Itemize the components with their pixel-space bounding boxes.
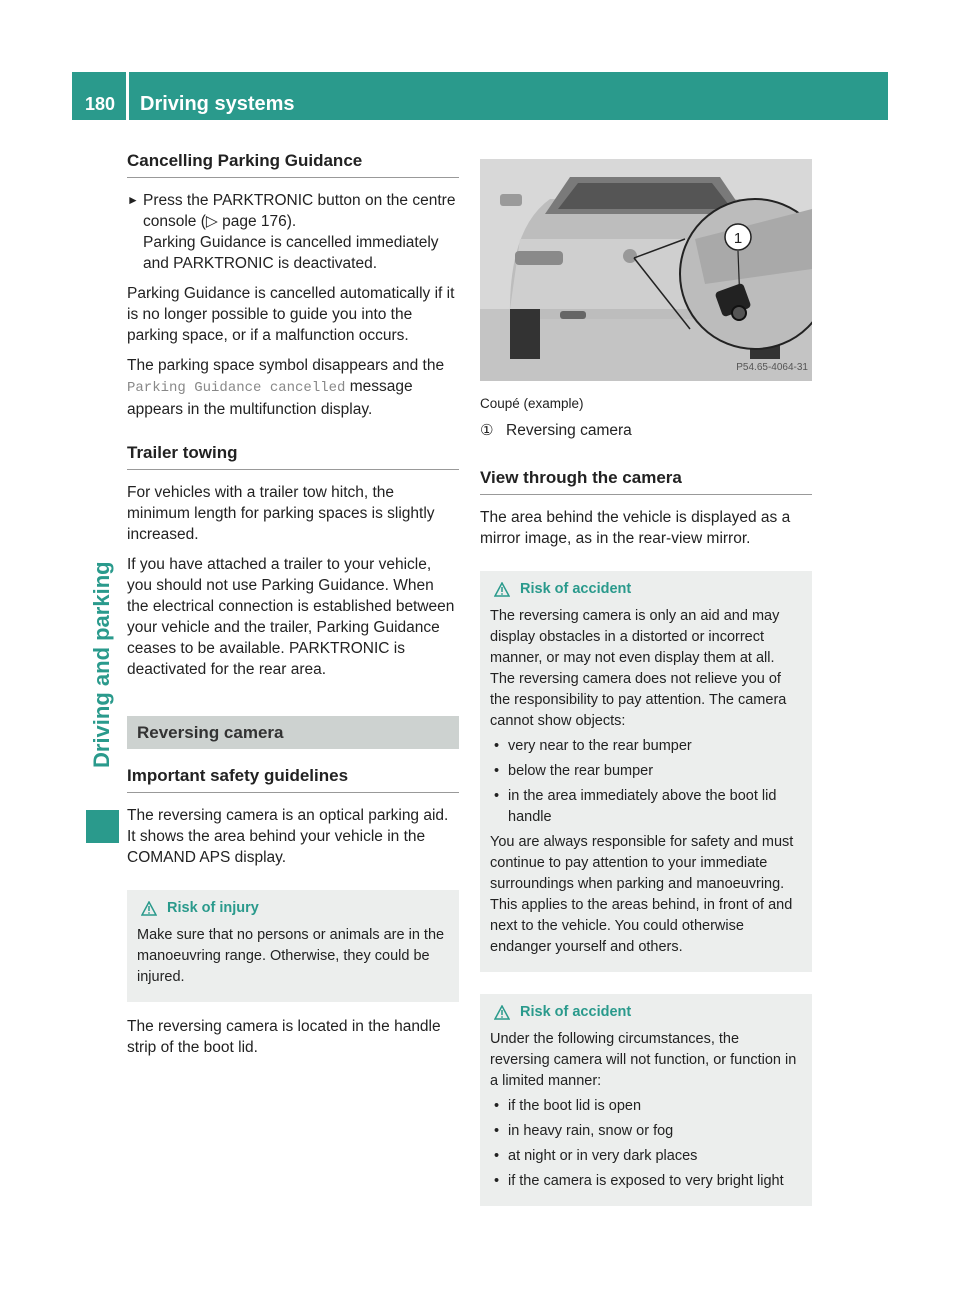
view-heading: View through the camera xyxy=(480,467,812,495)
cancel-paragraph-1: Parking Guidance is cancelled automatically if it is no longer possible to guide you into the parking space, or if a malfunction occurs. xyxy=(127,285,455,344)
warning-triangle-icon xyxy=(494,1005,510,1020)
accident-warning-box-1 xyxy=(480,571,812,972)
list-item: • very near to the rear bumper xyxy=(494,738,692,754)
accident-warning-text-1: The reversing camera is only an aid and may display obstacles in a distorted or incorrect manner, or may not even display them at all. The reversing camera does not relieve you of the responsibility to pay attention. The camera cannot show objects: xyxy=(490,608,787,729)
safety-paragraph: The reversing camera is an optical parking aid. It shows the area behind your vehicle in the COMAND APS display. xyxy=(127,807,449,866)
display-message: Parking Guidance cancelled xyxy=(127,380,346,396)
figure-caption: Coupé (example) xyxy=(480,396,584,411)
accident-warning-box-2 xyxy=(480,994,812,1206)
trailer-heading: Trailer towing xyxy=(127,442,459,470)
cancel-step xyxy=(127,190,459,274)
cancel-step-result: Parking Guidance is cancelled immediately and PARKTRONIC is deactivated. xyxy=(143,234,439,272)
trailer-paragraph-1: For vehicles with a trailer tow hitch, the minimum length for parking spaces is slightly increased. xyxy=(127,484,435,543)
step-arrow-icon: ► xyxy=(127,193,139,207)
cancel-paragraph-2: The parking space symbol disappears and the Parking Guidance cancelled message appears in the multifunction display. xyxy=(127,357,445,418)
injury-warning-box xyxy=(127,890,459,1002)
injury-warning-title: Risk of injury xyxy=(137,898,449,919)
figure-legend xyxy=(480,420,812,441)
page-title: Driving systems xyxy=(140,93,295,115)
accident-warning-title-2: Risk of accident xyxy=(490,1002,802,1023)
safety-heading: Important safety guidelines xyxy=(127,765,459,793)
cancel-step-text: Press the PARKTRONIC button on the centre console (▷ page 176). xyxy=(143,192,456,230)
accident-warning-text-3: Under the following circumstances, the reversing camera will not function, or function in a limited manner: xyxy=(490,1031,797,1089)
header-divider xyxy=(126,72,129,120)
side-chapter-label: Driving and parking xyxy=(89,561,114,768)
car-rear-figure xyxy=(480,159,812,381)
list-item: • below the rear bumper xyxy=(494,763,654,779)
list-item: • if the boot lid is open xyxy=(494,1098,642,1114)
left-column xyxy=(127,150,459,1067)
car-rear-illustration xyxy=(480,159,812,381)
accident-warning-title-1: Risk of accident xyxy=(490,579,802,600)
side-chapter-marker xyxy=(86,810,119,843)
view-paragraph: The area behind the vehicle is displayed as a mirror image, as in the rear-view mirror. xyxy=(480,509,791,547)
list-item: • in the area immediately above the boot lid handle xyxy=(494,788,777,825)
page-number: 180 xyxy=(84,94,116,114)
legend-number: ① xyxy=(480,422,494,439)
trailer-paragraph-2: If you have attached a trailer to your vehicle, you should not use Parking Guidance. When the electrical connection is established between your vehicle and the trailer, Parking Guidance ceases to be available. PARKTRONIC is deactivated for the rear area. xyxy=(127,556,455,678)
side-chapter-tab xyxy=(86,248,118,768)
cancel-heading: Cancelling Parking Guidance xyxy=(127,150,459,178)
list-item: • in heavy rain, snow or fog xyxy=(494,1123,674,1139)
section-band: Reversing camera xyxy=(127,716,459,749)
location-paragraph: The reversing camera is located in the handle strip of the boot lid. xyxy=(127,1018,441,1056)
list-item: • at night or in very dark places xyxy=(494,1148,698,1164)
right-column xyxy=(480,155,812,1220)
figure-code: P54.65-4064-31 xyxy=(736,362,808,373)
callout-number: 1 xyxy=(733,230,743,247)
legend-text: Reversing camera xyxy=(506,422,632,439)
injury-warning-text: Make sure that no persons or animals are in the manoeuvring range. Otherwise, they could be injured. xyxy=(137,927,445,985)
accident-warning-text-2: You are always responsible for safety and must continue to pay attention to your immediate surroundings when parking and manoeuvring. This applies to the areas behind, in front of and next to the vehicle. You could otherwise endanger yourself and others. xyxy=(490,834,794,955)
warning-triangle-icon xyxy=(494,582,510,597)
list-item: • if the camera is exposed to very bright light xyxy=(494,1173,784,1189)
warning-triangle-icon xyxy=(141,901,157,916)
